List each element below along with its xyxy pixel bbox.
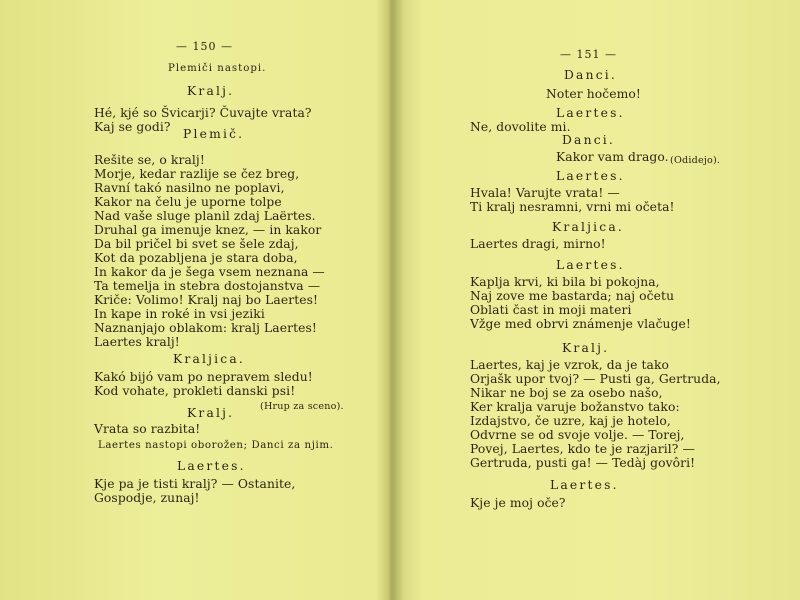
speech-block xyxy=(94,153,325,349)
speech-block xyxy=(94,370,313,398)
verse-line: Rešite se, o kralj! xyxy=(94,153,205,167)
verse-line: Kaj se godi? xyxy=(94,120,171,134)
verse-line: Laertes dragi, mirno! xyxy=(470,237,606,251)
verse-line: Kje je moj oče? xyxy=(470,496,566,510)
verse-line: Vžge med obrvi známenje vlačuge! xyxy=(470,317,691,331)
verse-line: Izdajstvo, če uzre, kaj je hotelo, xyxy=(470,414,671,428)
verse-line: Odvrne se od svoje volje. — Torej, xyxy=(470,428,685,442)
verse-line: Laertes kralj! xyxy=(94,335,180,349)
speech-block xyxy=(470,275,691,331)
verse-line: In kakor da je šega vsem neznana — xyxy=(94,265,325,279)
verse-line: Hvala! Varujte vrata! — xyxy=(470,186,620,200)
verse-line: Ne, dovolite mi. xyxy=(470,120,571,134)
speech-block xyxy=(94,422,200,436)
left-page xyxy=(0,0,388,600)
stage-heading: Plemiči nastopi. xyxy=(168,63,267,74)
verse-line: Povej, Laertes, kdo te je razjaril? — xyxy=(470,442,695,456)
verse-line: Ti kralj nesramni, vrni mi očeta! xyxy=(470,200,675,214)
speaker-name: Laertes. xyxy=(556,258,625,272)
speaker-name: Kralj. xyxy=(187,406,235,420)
speaker-name: Kralj. xyxy=(187,84,235,98)
verse-line: Nikar ne boj se za osebo našo, xyxy=(470,386,663,400)
speaker-name: Danci. xyxy=(562,133,616,147)
right-page xyxy=(392,0,800,600)
speech-block xyxy=(470,237,606,251)
verse-line: Noter hočemo! xyxy=(546,87,641,101)
speaker-name: Kralj. xyxy=(562,341,610,355)
speaker-name: Plemič. xyxy=(183,127,245,141)
verse-line: Kje pa je tisti kralj? — Ostanite, xyxy=(94,477,296,491)
verse-line: Ta temelja in stebra dostojanstva — xyxy=(94,279,321,293)
stage-direction: (Hrup za sceno). xyxy=(260,401,344,412)
verse-line: Naznanjajo oblakom: kralj Laertes! xyxy=(94,321,317,335)
verse-line: Laertes, kaj je vzrok, da je tako xyxy=(470,358,670,372)
verse-line: Da bil pričel bi svet se šele zdaj, xyxy=(94,237,299,251)
verse-line: Vrata so razbita! xyxy=(94,422,201,436)
speech-block xyxy=(94,477,295,505)
verse-line: Gertruda, pusti ga! — Tedàj govôri! xyxy=(470,456,696,470)
verse-line: Hé, kjé so Švicarji? Čuvajte vrata? xyxy=(94,106,312,120)
verse-line: Oblati čast in moji materi xyxy=(470,303,632,317)
verse-line: Kod vohate, prokleti danski psi! xyxy=(94,384,296,398)
verse-line: Kakó bijó vam po nepravem sledu! xyxy=(94,370,313,384)
stage-direction: (Odidejo). xyxy=(670,155,721,166)
verse-line: Orjašk upor tvoj? — Pusti ga, Gertruda, xyxy=(470,372,721,386)
speaker-name: Laertes. xyxy=(177,459,246,473)
page-number: — 151 — xyxy=(560,48,617,61)
verse-line: Ker kralja varuje božanstvo tako: xyxy=(470,400,680,414)
verse-line: Kaplja krvi, ki bila bi pokojna, xyxy=(470,275,660,289)
verse-line: Kot da pozabljena je stara doba, xyxy=(94,251,298,265)
speaker-name: Laertes. xyxy=(550,478,619,492)
speech-block xyxy=(470,358,721,470)
speaker-name: Danci. xyxy=(564,68,618,82)
verse-line: Kakor vam drago. xyxy=(556,150,669,164)
verse-line: Naj zove me bastarda; naj očetu xyxy=(470,289,675,303)
speaker-name: Kraljica. xyxy=(173,352,246,366)
verse-line: Kakor na čelu je uporne tolpe xyxy=(94,195,282,209)
verse-line: Morje, kedar razlije se čez breg, xyxy=(94,167,300,181)
verse-line: Gospodje, zunaj! xyxy=(94,491,200,505)
verse-line: Kriče: Volimo! Kralj naj bo Laertes! xyxy=(94,293,319,307)
speaker-name: Laertes. xyxy=(556,106,625,120)
speech-block xyxy=(470,186,675,214)
stage-direction: Laertes nastopi oborožen; Danci za njim. xyxy=(98,440,334,451)
verse-line: In kape in roké in vsi jeziki xyxy=(94,307,265,321)
speech-block xyxy=(470,496,566,510)
verse-line: Nad vaše sluge planil zdaj Laërtes. xyxy=(94,209,316,223)
speaker-name: Laertes. xyxy=(556,169,625,183)
page-number: — 150 — xyxy=(176,40,233,53)
speaker-name: Kraljica. xyxy=(552,220,625,234)
verse-line: Druhal ga imenuje knez, — in kakor xyxy=(94,223,322,237)
verse-line: Ravní takó nasilno ne poplavi, xyxy=(94,181,285,195)
